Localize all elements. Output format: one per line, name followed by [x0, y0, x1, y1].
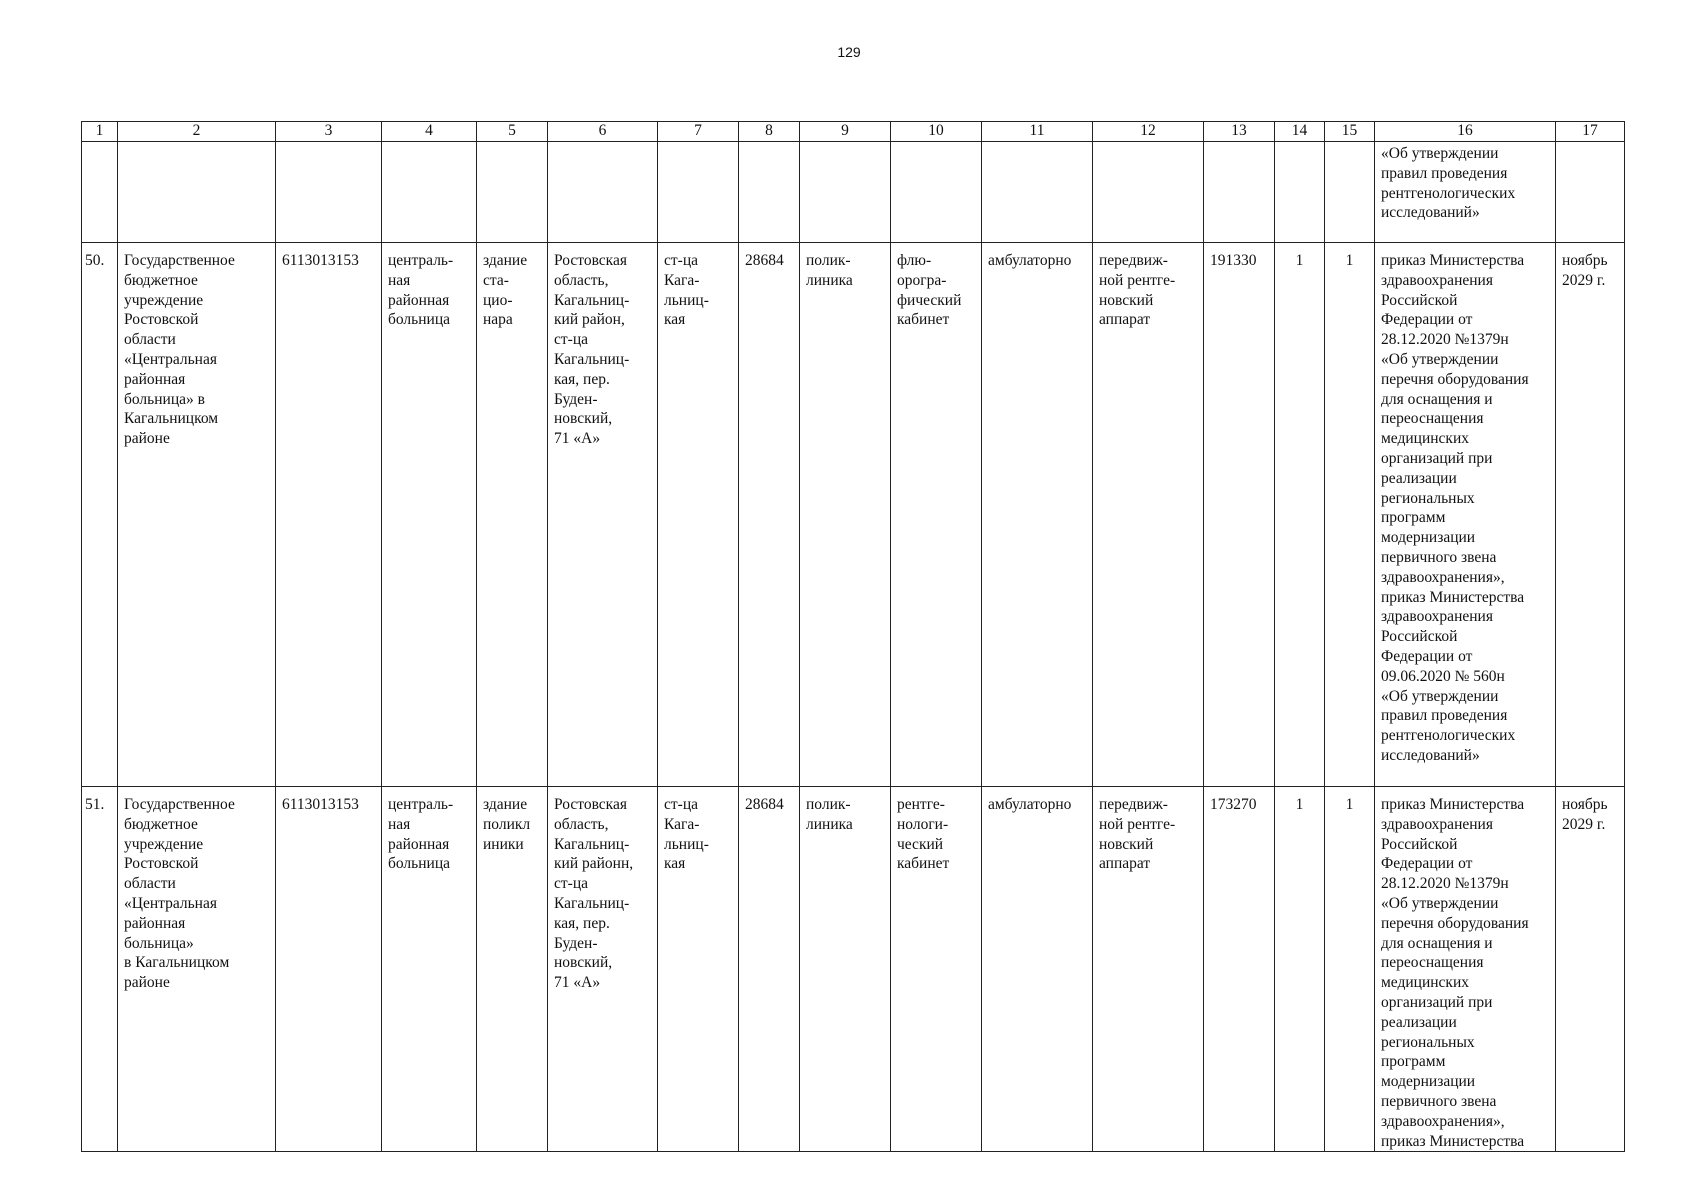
care-conditions-cell: амбулаторно [982, 243, 1093, 787]
inn-cell: 6113013153 [276, 787, 382, 1152]
column-number-row [82, 122, 1625, 142]
address-cell: Ростовская область, Кагальниц- кий район, ст-ца Кагальниц- кая, пер. Буден- новский, 71 «А» [548, 243, 658, 787]
column-number-14: 14 [1275, 122, 1325, 142]
table-row [82, 787, 1625, 1152]
quantity-cell: 1 [1325, 787, 1375, 1152]
cell [382, 142, 477, 243]
row-number-cell: 50. [82, 243, 118, 787]
cell [891, 142, 982, 243]
column-number-12: 12 [1093, 122, 1204, 142]
deadline-cell: ноябрь 2029 г. [1556, 243, 1625, 787]
cell [982, 142, 1093, 243]
building-cell: здание ста- цио- нара [477, 243, 548, 787]
quantity-cell: 1 [1325, 243, 1375, 787]
cabinet-cell: рентге- нологи- ческий кабинет [891, 787, 982, 1152]
column-number-16: 16 [1375, 122, 1556, 142]
cell [1325, 142, 1375, 243]
equipment-cell: передвиж- ной рентге- новский аппарат [1093, 787, 1204, 1152]
cell [1204, 142, 1275, 243]
column-number-11: 11 [982, 122, 1093, 142]
amount-cell: 173270 [1204, 787, 1275, 1152]
organization-type-cell: централь- ная районная больница [382, 243, 477, 787]
legal-basis-cell: приказ Министерства здравоохранения Российской Федерации от 28.12.2020 №1379н «Об утверждении перечня оборудования для оснащения и переоснащения медицинских организаций при реализации региональных программ модернизации первичного звена здравоохранения», приказ Министерства здравоохранения Российской Федерации от 09.06.2020 № 560н «Об утверждении правил проведения рентгенологических исследований» [1375, 243, 1556, 787]
column-number-17: 17 [1556, 122, 1625, 142]
institution-name-cell: Государственное бюджетное учреждение Ростовской области «Центральная районная больница» в Кагальницком районе [118, 243, 276, 787]
cell [82, 142, 118, 243]
row-number-cell: 51. [82, 787, 118, 1152]
unit-type-cell: полик- линика [800, 243, 891, 787]
settlement-cell: ст-ца Кага- льниц- кая [658, 787, 739, 1152]
equipment-cell: передвиж- ной рентге- новский аппарат [1093, 243, 1204, 787]
cell [1556, 142, 1625, 243]
page-number: 129 [837, 44, 861, 60]
cell [477, 142, 548, 243]
column-number-5: 5 [477, 122, 548, 142]
settlement-cell: ст-ца Кага- льниц- кая [658, 243, 739, 787]
legal-basis-cell: приказ Министерства здравоохранения Российской Федерации от 28.12.2020 №1379н «Об утверждении перечня оборудования для оснащения и переоснащения медицинских организаций при реализации региональных программ модернизации первичного звена здравоохранения», приказ Министерства [1375, 787, 1556, 1152]
inn-cell: 6113013153 [276, 243, 382, 787]
cabinet-cell: флю- орогра- фический кабинет [891, 243, 982, 787]
population-cell: 28684 [739, 787, 800, 1152]
quantity-cell: 1 [1275, 787, 1325, 1152]
cell [1275, 142, 1325, 243]
column-number-1: 1 [82, 122, 118, 142]
continuation-row [82, 142, 1625, 243]
building-cell: здание поликл иники [477, 787, 548, 1152]
cell [1093, 142, 1204, 243]
column-number-10: 10 [891, 122, 982, 142]
organization-type-cell: централь- ная районная больница [382, 787, 477, 1152]
quantity-cell: 1 [1275, 243, 1325, 787]
unit-type-cell: полик- линика [800, 787, 891, 1152]
column-number-4: 4 [382, 122, 477, 142]
column-number-3: 3 [276, 122, 382, 142]
cell [548, 142, 658, 243]
column-number-9: 9 [800, 122, 891, 142]
registry-table [81, 121, 1625, 1152]
deadline-cell: ноябрь 2029 г. [1556, 787, 1625, 1152]
care-conditions-cell: амбулаторно [982, 787, 1093, 1152]
institution-name-cell: Государственное бюджетное учреждение Ростовской области «Центральная районная больница» в Кагальницком районе [118, 787, 276, 1152]
address-cell: Ростовская область, Кагальниц- кий районн, ст-ца Кагальниц- кая, пер. Буден- новский, 71 «А» [548, 787, 658, 1152]
cell [739, 142, 800, 243]
column-number-13: 13 [1204, 122, 1275, 142]
column-number-6: 6 [548, 122, 658, 142]
cell [658, 142, 739, 243]
amount-cell: 191330 [1204, 243, 1275, 787]
cell [118, 142, 276, 243]
column-number-8: 8 [739, 122, 800, 142]
table-row [82, 243, 1625, 787]
population-cell: 28684 [739, 243, 800, 787]
column-number-15: 15 [1325, 122, 1375, 142]
column-number-7: 7 [658, 122, 739, 142]
legal-basis-cell: «Об утверждении правил проведения рентгенологических исследований» [1375, 142, 1556, 243]
cell [800, 142, 891, 243]
cell [276, 142, 382, 243]
column-number-2: 2 [118, 122, 276, 142]
